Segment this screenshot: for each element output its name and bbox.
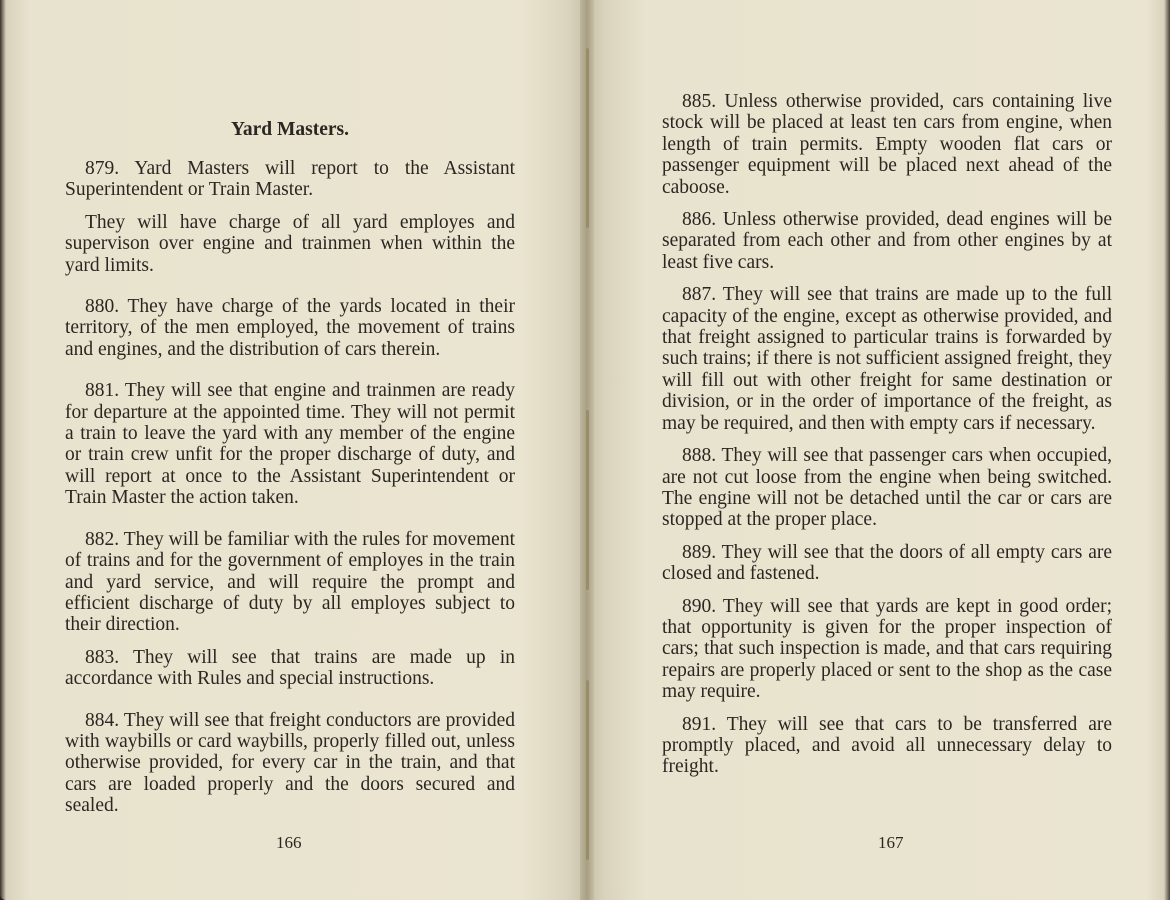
rule-885: 885. Unless otherwise provided, cars containing live stock will be placed at least ten cars from engine, when length of train permits. Empty wooden flat cars or passenger equipment will be placed next ahead of the caboose. — [662, 91, 1112, 198]
rule-891: 891. They will see that cars to be transferred are promptly placed, and avoid all unnecessary delay to freight. — [662, 713, 1112, 778]
rule-879: 879. Yard Masters will report to the Assistant Superintendent or Train Master. — [65, 158, 515, 201]
rule-883: 883. They will see that trains are made up in accordance with Rules and special instructions. — [65, 646, 515, 690]
rule-881: 881. They will see that engine and trainmen are ready for departure at the appointed time. They will not permit a train to leave the yard with any member of the engine or train crew unfit for the proper discharge of duty, and will report at once to the Assistant Superintendent or Train Master the action taken. — [65, 380, 515, 509]
rule-880: 880. They have charge of the yards located in their territory, of the men employed, the movement of trains and engines, and the distribution of cars therein. — [65, 296, 515, 360]
binding-stitch — [586, 680, 589, 860]
rule-889: 889. They will see that the doors of all empty cars are closed and fastened. — [662, 541, 1112, 585]
binding-stitch — [586, 48, 589, 228]
rule-882: 882. They will be familiar with the rules for movement of trains and for the government of employes in the train and yard service, and will require the prompt and efficient discharge of duty by all employes subject to their direction. — [65, 528, 515, 636]
left-page-text — [65, 118, 515, 828]
page-number-left: 166 — [276, 833, 302, 852]
rule-890: 890. They will see that yards are kept in good order; that opportunity is given for the proper inspection of cars; that such inspection is made, and that cars requiring repairs are properly placed or sent to the shop as the case may require. — [662, 595, 1112, 703]
rule-879-continued: They will have charge of all yard employes and supervison over engine and trainmen when within the yard limits. — [65, 211, 515, 276]
rule-886: 886. Unless otherwise provided, dead engines will be separated from each other and from other engines by at least five cars. — [662, 209, 1112, 273]
rule-888: 888. They will see that passenger cars when occupied, are not cut loose from the engine when being switched. The engine will not be detached until the car or cars are stopped at the proper place. — [662, 445, 1112, 531]
binding-stitch — [586, 410, 589, 590]
right-page-text — [662, 91, 1112, 789]
rule-884: 884. They will see that freight conductors are provided with waybills or card waybills, properly filled out, unless otherwise provided, for every car in the train, and that cars are loaded properly and the doors secured and sealed. — [65, 709, 515, 817]
right-page — [586, 0, 1170, 900]
section-heading: Yard Masters. — [230, 119, 350, 140]
rule-887: 887. They will see that trains are made up to the full capacity of the engine, except as otherwise provided, and that freight assigned to particular trains is forwarded by such trains; if there is not sufficient assigned freight, they will fill out with other freight for same destination or division, or in the order of importance of the freight, as may be required, and then with empty cars if necessary. — [662, 284, 1112, 434]
page-number-right: 167 — [878, 833, 904, 852]
